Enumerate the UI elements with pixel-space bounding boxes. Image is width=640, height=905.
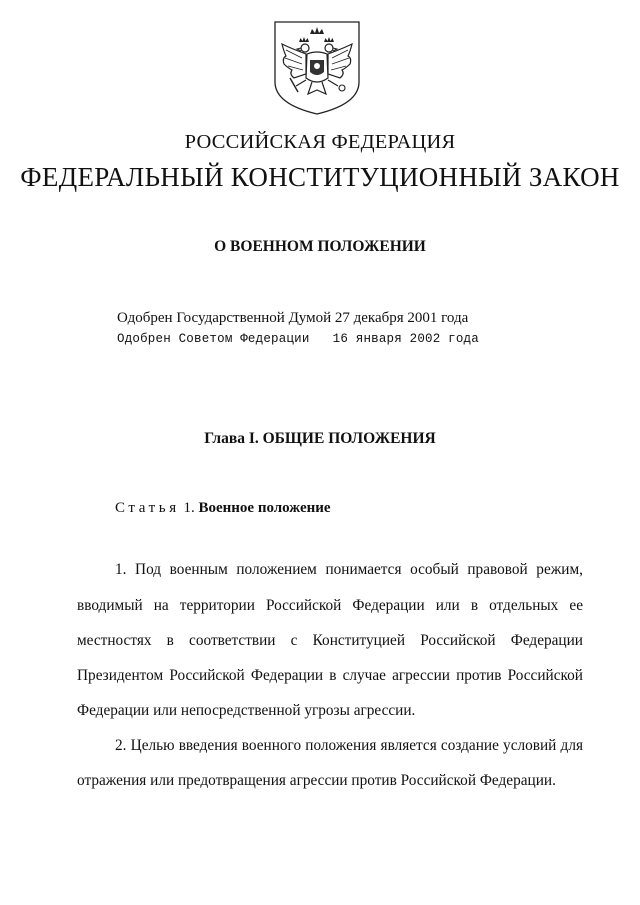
approval-council-date: 16 января 2002 года [332, 332, 479, 346]
approval-duma: Одобрен Государственной Думой 27 декабря 2001 года [117, 310, 469, 326]
paragraph-1-line: вводимый на территории Российской Федерации или в отдельных ее [77, 597, 583, 614]
article-word: Статья [115, 500, 180, 516]
article-number: 1. [183, 500, 195, 516]
paragraph-1-line: местностях в соответствии с Конституцией Российской Федерации [77, 632, 583, 649]
article-heading [115, 500, 331, 517]
approval-council [117, 332, 479, 346]
country-name: РОССИЙСКАЯ ФЕДЕРАЦИЯ [184, 131, 456, 153]
paragraph-1-line: Президентом Российской Федерации в случае агрессии против Российской [77, 667, 583, 684]
law-type-heading: ФЕДЕРАЛЬНЫЙ КОНСТИТУЦИОННЫЙ ЗАКОН [20, 162, 620, 192]
paragraph-1-line: Федерации или непосредственной угрозы агрессии. [77, 702, 416, 719]
russian-coat-of-arms-icon [272, 20, 362, 116]
article-name: Военное положение [198, 500, 331, 516]
paragraph-2-line: отражения или предотвращения агрессии против Российской Федерации. [77, 772, 556, 789]
paragraph-1-line: 1. Под военным положением понимается особый правовой режим, [115, 561, 583, 578]
law-title: О ВОЕННОМ ПОЛОЖЕНИИ [214, 238, 426, 255]
chapter-heading: Глава I. ОБЩИЕ ПОЛОЖЕНИЯ [204, 430, 436, 447]
paragraph-2-line: 2. Целью введения военного положения является создание условий для [115, 737, 583, 754]
approval-council-label: Одобрен Советом Федерации [117, 332, 310, 346]
